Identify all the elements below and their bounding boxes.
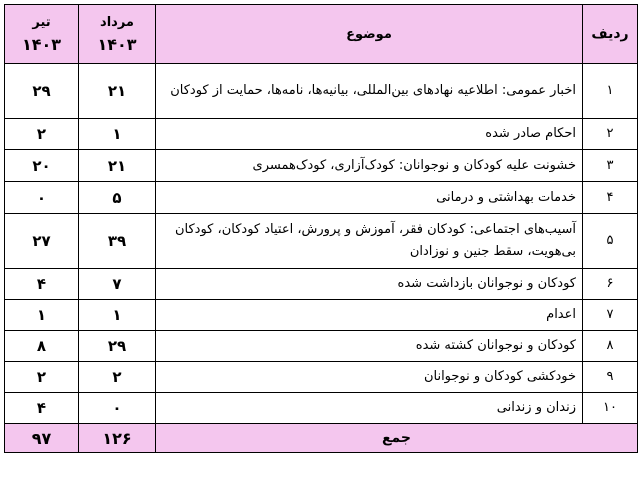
row-tir: ۱ [5,300,79,331]
header-topic: موضوع [156,5,583,64]
row-index: ۶ [583,269,638,300]
row-tir: ۲۰ [5,150,79,182]
row-mordad: ۰ [79,393,156,424]
table-row [5,64,638,119]
row-index: ۵ [583,214,638,269]
row-topic: کودکان و نوجوانان بازداشت شده [156,269,583,300]
table-footer [5,424,638,453]
row-tir: ۲۹ [5,64,79,119]
row-topic: خدمات بهداشتی و درمانی [156,182,583,214]
table-row [5,182,638,214]
row-index: ۳ [583,150,638,182]
header-mordad [79,5,156,64]
report-table [4,4,638,453]
row-mordad: ۷ [79,269,156,300]
row-topic: خشونت علیه کودکان و نوجوانان: کودک‌آزاری، کودک‌همسری [156,150,583,182]
total-label: جمع [156,424,638,453]
row-index: ۱ [583,64,638,119]
row-tir: ۸ [5,331,79,362]
table-header [5,5,638,64]
row-topic: اعدام [156,300,583,331]
header-tir [5,5,79,64]
table-row [5,150,638,182]
total-mordad: ۱۲۶ [79,424,156,453]
row-index: ۷ [583,300,638,331]
table-row [5,362,638,393]
row-index: ۹ [583,362,638,393]
row-mordad: ۳۹ [79,214,156,269]
table-row [5,269,638,300]
table-body [5,64,638,424]
table-row [5,214,638,269]
table-row [5,300,638,331]
total-tir: ۹۷ [5,424,79,453]
row-topic: احکام صادر شده [156,119,583,150]
header-tir-year: ۱۴۰۳ [21,35,62,54]
header-index: ردیف [583,5,638,64]
row-tir: ۲ [5,362,79,393]
row-index: ۲ [583,119,638,150]
row-topic: اخبار عمومی: اطلاعیه نهادهای بین‌المللی، بیانیه‌ها، نامه‌ها، حمایت از کودکان [156,64,583,119]
row-tir: ۰ [5,182,79,214]
table-row [5,393,638,424]
row-tir: ۲ [5,119,79,150]
row-index: ۸ [583,331,638,362]
row-mordad: ۲۱ [79,150,156,182]
row-tir: ۴ [5,393,79,424]
row-topic: آسیب‌های اجتماعی: کودکان فقر، آموزش و پرورش، اعتیاد کودکان، کودکان بی‌هویت، سقط جنین و نوزادان [156,214,583,269]
header-mordad-name: مرداد [100,15,134,30]
row-mordad: ۲۱ [79,64,156,119]
row-topic: زندان و زندانی [156,393,583,424]
row-mordad: ۵ [79,182,156,214]
table-row [5,119,638,150]
row-mordad: ۲۹ [79,331,156,362]
row-tir: ۴ [5,269,79,300]
row-topic: کودکان و نوجوانان کشته شده [156,331,583,362]
header-mordad-year: ۱۴۰۳ [97,35,137,54]
table-row [5,331,638,362]
row-mordad: ۱ [79,300,156,331]
row-tir: ۲۷ [5,214,79,269]
row-mordad: ۲ [79,362,156,393]
row-mordad: ۱ [79,119,156,150]
row-index: ۴ [583,182,638,214]
row-index: ۱۰ [583,393,638,424]
row-topic: خودکشی کودکان و نوجوانان [156,362,583,393]
header-tir-name: تیر [32,15,51,30]
